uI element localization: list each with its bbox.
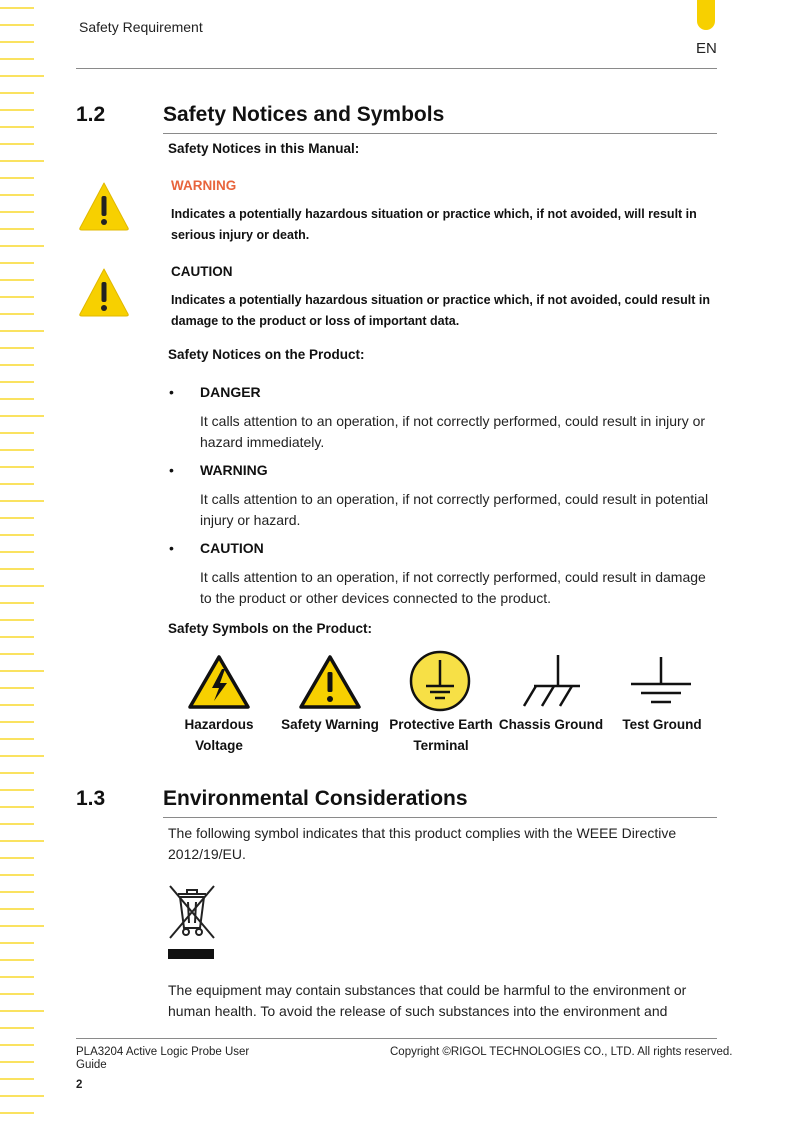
- section-title: Safety Notices and Symbols: [163, 103, 445, 126]
- symbol-caption-chassis-ground: [496, 714, 606, 735]
- margin-ruler: [0, 0, 46, 1122]
- footer-rule: [76, 1038, 717, 1039]
- danger-text: It calls attention to an operation, if not correctly performed, could result in injury or hazard immediately.: [200, 413, 706, 450]
- high-voltage-icon: [187, 654, 251, 710]
- warning-triangle-icon: [77, 180, 131, 232]
- bullet-marker: •: [169, 462, 174, 478]
- symbol-caption-line: Voltage: [195, 738, 243, 753]
- caution-term: CAUTION: [200, 540, 264, 556]
- footer-doc-title: PLA3204 Active Logic Probe User Guide: [76, 1046, 250, 1071]
- page-number: 2: [76, 1079, 83, 1091]
- protective-earth-icon: [408, 650, 472, 712]
- language-tab-label: EN: [696, 40, 717, 57]
- caution-text: Indicates a potentially hazardous situation or practice which, if not avoided, could result in damage to the product or loss of important data.: [171, 293, 710, 328]
- warning-product-text: It calls attention to an operation, if not correctly performed, could result in potential injury or hazard.: [200, 491, 709, 528]
- test-ground-icon: [628, 654, 694, 710]
- danger-term: DANGER: [200, 384, 261, 400]
- product-notices-heading: Safety Notices on the Product:: [168, 347, 365, 362]
- crossed-out-bin-icon: [166, 882, 218, 962]
- bullet-marker: •: [169, 540, 174, 556]
- footer-copyright: Copyright ©RIGOL TECHNOLOGIES CO., LTD. All rights reserved.: [390, 1046, 733, 1058]
- symbols-heading: Safety Symbols on the Product:: [168, 621, 373, 636]
- symbol-caption-line: Safety Warning: [281, 717, 379, 732]
- environment-body-text: The equipment may contain substances that could be harmful to the environment or human health. To avoid the release of such substances into the environment and: [168, 982, 687, 1019]
- header-rule: [76, 68, 717, 69]
- symbol-caption-line: Protective Earth: [389, 717, 493, 732]
- language-tab-marker: [697, 0, 715, 30]
- running-header: Safety Requirement: [79, 19, 203, 35]
- symbol-caption-safety-warning: [274, 714, 386, 735]
- warning-label: WARNING: [171, 178, 237, 193]
- symbol-caption-line: Test Ground: [622, 717, 702, 732]
- section-title: Environmental Considerations: [163, 787, 468, 810]
- caution-triangle-icon: [77, 266, 131, 318]
- symbol-caption-line: Hazardous: [184, 717, 254, 732]
- symbol-caption-protective-earth: [385, 714, 497, 756]
- safety-warning-icon: [298, 654, 362, 710]
- bullet-marker: •: [169, 384, 174, 400]
- section-title-rule: [163, 133, 717, 134]
- warning-term: WARNING: [200, 462, 268, 478]
- section-title-rule: [163, 817, 717, 818]
- chassis-ground-icon: [518, 652, 584, 710]
- caution-product-text: It calls attention to an operation, if not correctly performed, could result in damage to the product or other devices connected to the product.: [200, 569, 706, 606]
- symbol-caption-line: Terminal: [413, 738, 469, 753]
- section-number: 1.3: [76, 787, 106, 810]
- symbol-caption-test-ground: [607, 714, 717, 735]
- weee-intro-text: The following symbol indicates that this product complies with the WEEE Directive 2012/19/EU.: [168, 825, 677, 862]
- symbol-caption-hazardous-voltage: [164, 714, 274, 756]
- section-number: 1.2: [76, 103, 106, 126]
- warning-text: Indicates a potentially hazardous situation or practice which, if not avoided, will result in serious injury or death.: [171, 207, 697, 242]
- manual-notices-heading: Safety Notices in this Manual:: [168, 141, 360, 156]
- symbol-caption-line: Chassis Ground: [498, 717, 604, 732]
- caution-label: CAUTION: [171, 264, 233, 279]
